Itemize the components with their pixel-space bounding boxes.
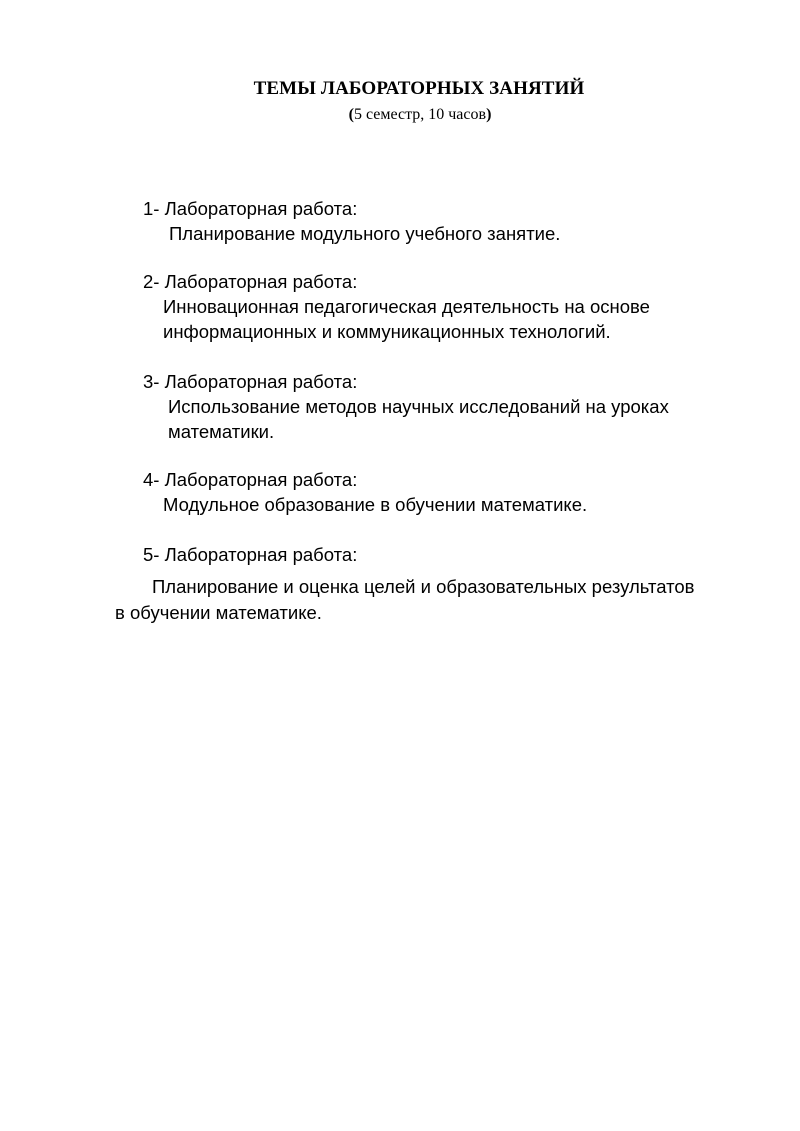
- lab-2-heading: 2- Лабораторная работа:: [143, 271, 358, 292]
- page-subtitle: [0, 106, 800, 124]
- page-title: ТЕМЫ ЛАБОРАТОРНЫХ ЗАНЯТИЙ: [253, 78, 585, 99]
- lab-1-heading: 1- Лабораторная работа:: [143, 198, 358, 219]
- lab-2-topic-line-1: Инновационная педагогическая деятельность на основе: [163, 296, 650, 317]
- lab-3-topic-line-2: математики.: [168, 421, 275, 442]
- subtitle-text: 5 семестр, 10 часов: [353, 106, 487, 123]
- lab-3-heading: 3- Лабораторная работа:: [143, 371, 358, 392]
- lab-3-topic-line-1: Использование методов научных исследований на уроках: [168, 396, 669, 417]
- subtitle-open-paren: (: [348, 106, 354, 123]
- lab-2-topic-line-2: информационных и коммуникационных технологий.: [163, 321, 611, 342]
- lab-5-topic-line-2: в обучении математике.: [115, 602, 322, 623]
- lab-4-heading: 4- Лабораторная работа:: [143, 469, 358, 490]
- subtitle-close-paren: ): [486, 106, 492, 123]
- lab-1-topic: Планирование модульного учебного занятие.: [169, 223, 561, 244]
- lab-5-topic-line-1: Планирование и оценка целей и образовательных результатов: [152, 576, 695, 597]
- lab-4-topic: Модульное образование в обучении математике.: [163, 494, 588, 515]
- lab-5-heading: 5- Лабораторная работа:: [143, 544, 358, 565]
